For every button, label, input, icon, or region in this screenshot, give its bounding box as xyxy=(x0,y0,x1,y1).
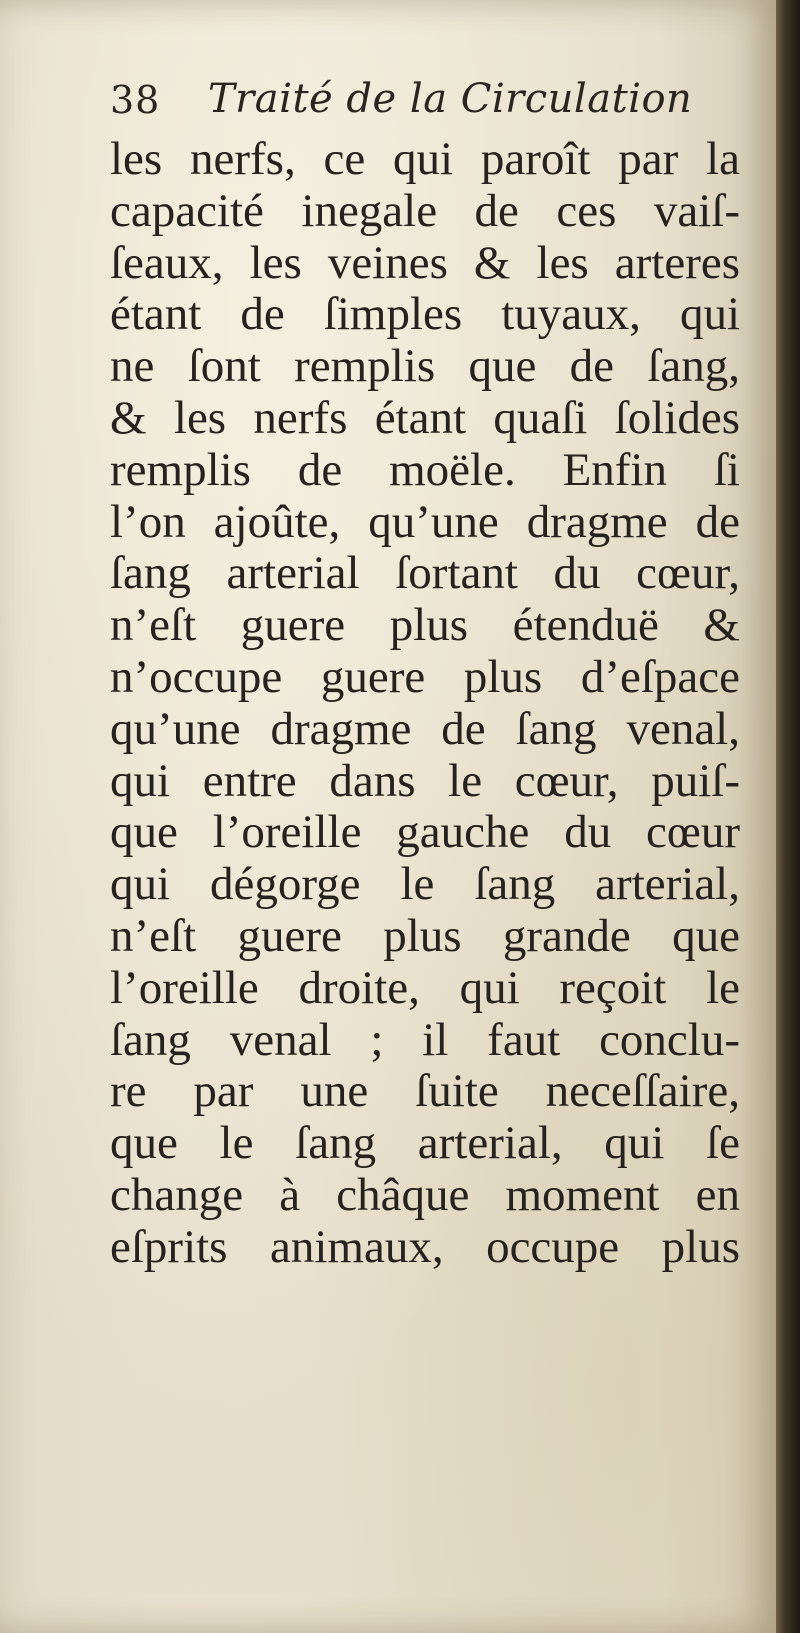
text-line: que le ſang arterial, qui ſe xyxy=(110,1117,740,1170)
book-spine-edge xyxy=(776,0,800,1633)
body-text xyxy=(110,134,740,1274)
text-line: ne ſont remplis que de ſang, xyxy=(110,340,740,393)
text-line: que l’oreille gauche du cœur xyxy=(110,806,740,859)
text-line: n’eſt guere plus grande que xyxy=(110,909,740,962)
text-line: & les nerfs étant quaſi ſolides xyxy=(110,391,740,444)
text-line: eſprits animaux, occupe plus xyxy=(110,1220,740,1273)
text-line: n’eſt guere plus étenduë & xyxy=(110,599,740,652)
text-line: qu’une dragme de ſang venal, xyxy=(110,702,740,755)
text-line: ſang arterial ſortant du cœur, xyxy=(110,547,740,600)
text-line: étant de ſimples tuyaux, qui xyxy=(110,288,740,341)
text-line: l’on ajoûte, qu’une dragme de xyxy=(110,495,740,548)
page-header xyxy=(110,72,730,134)
text-line: remplis de moële. Enfin ſi xyxy=(110,443,740,496)
text-line: les nerfs, ce qui paroît par la xyxy=(110,133,740,185)
text-line: qui dégorge le ſang arterial, xyxy=(110,858,740,911)
text-line: l’oreille droite, qui reçoit le xyxy=(110,961,740,1014)
page-number: 38 xyxy=(110,78,161,122)
text-line: capacité inegale de ces vaiſ- xyxy=(110,184,740,237)
text-line: n’occupe guere plus d’eſpace xyxy=(110,650,740,703)
text-line: re par une ſuite neceſſaire, xyxy=(110,1065,740,1118)
running-title: Traité de la Circulation xyxy=(208,76,693,122)
text-line: qui entre dans le cœur, puiſ- xyxy=(110,754,740,807)
text-line: ſeaux, les veines & les arteres xyxy=(110,236,740,289)
text-line: change à châque moment en xyxy=(110,1168,740,1221)
text-line: ſang venal ; il faut conclu- xyxy=(110,1013,740,1066)
